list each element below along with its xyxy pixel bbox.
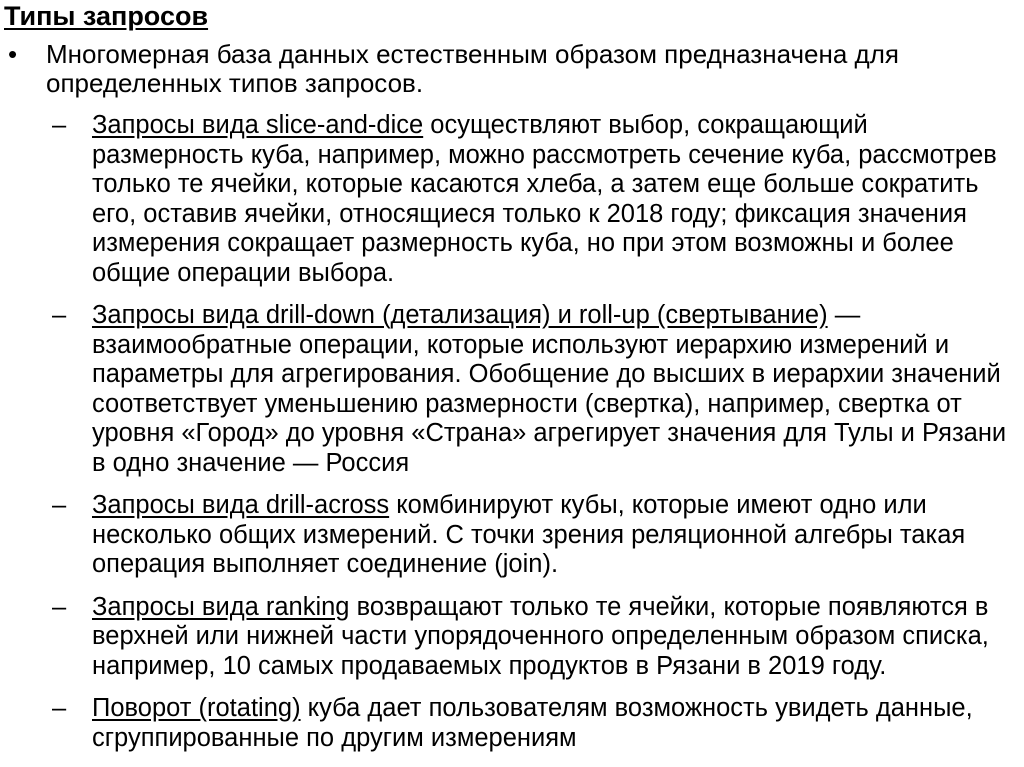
dash-icon: – (52, 592, 67, 621)
description-ranking: возвращают только те ячейки, которые появляются в верхней или нижней части упорядоченного определенным образом списка, например, 10 самых продаваемых продуктов в Рязани в 2019 году. (92, 592, 989, 680)
term-slice-and-dice: Запросы вида slice-and-dice (92, 111, 424, 139)
description-slice-and-dice: осуществляют выбор, сокращающий размерность куба, например, можно рассмотреть сечение куба, рассмотрев только те ячейки, которые касаются хлеба, а затем еще больше сократить его, оставив ячейки, относящиеся только к 2018 году; фиксация значения измерения сокращает размерность куба, но при этом возможны и более общие операции выбора. (92, 111, 997, 287)
list-item-drill-down-roll-up (52, 301, 1012, 478)
list-item-drill-across (52, 491, 1012, 580)
bullet-icon: • (8, 39, 18, 69)
dash-icon: – (52, 111, 67, 139)
term-ranking: Запросы вида ranking (92, 592, 350, 621)
term-drill-across: Запросы вида drill-across (92, 491, 390, 519)
intro-text: Многомерная база данных естественным образом предназначена для определенных типов запросов. (46, 39, 899, 98)
dash-icon: – (52, 491, 67, 519)
dash-icon: – (52, 301, 67, 329)
list-item-rotating (52, 694, 1012, 753)
list-item-slice-and-dice (52, 111, 1012, 288)
term-drill-down-roll-up: Запросы вида drill-down (детализация) и roll-up (свертывание) (92, 301, 828, 329)
query-types-list (52, 111, 1012, 766)
term-rotating: Поворот (rotating) (92, 694, 301, 722)
intro-bullet-item (8, 40, 1008, 98)
slide-title: Типы запросов (4, 1, 209, 31)
description-rotating: куба дает пользователям возможность увидеть данные, сгруппированные по другим измерениям (92, 694, 973, 752)
description-drill-across: комбинируют кубы, которые имеют одно или несколько общих измерений. С точки зрения реляционной алгебры такая операция выполняет соединение (join). (92, 491, 966, 578)
list-item-ranking (52, 593, 1012, 682)
description-drill-down-roll-up: — взаимообратные операции, которые используют иерархию измерений и параметры для агрегирования. Обобщение до высших в иерархии значений соответствует уменьшению размерности (свертка), например, свертка от уровня «Город» до уровня «Страна» агрегирует значения для Тулы и Рязани в одно значение — Россия (92, 301, 1007, 477)
dash-icon: – (52, 694, 67, 722)
